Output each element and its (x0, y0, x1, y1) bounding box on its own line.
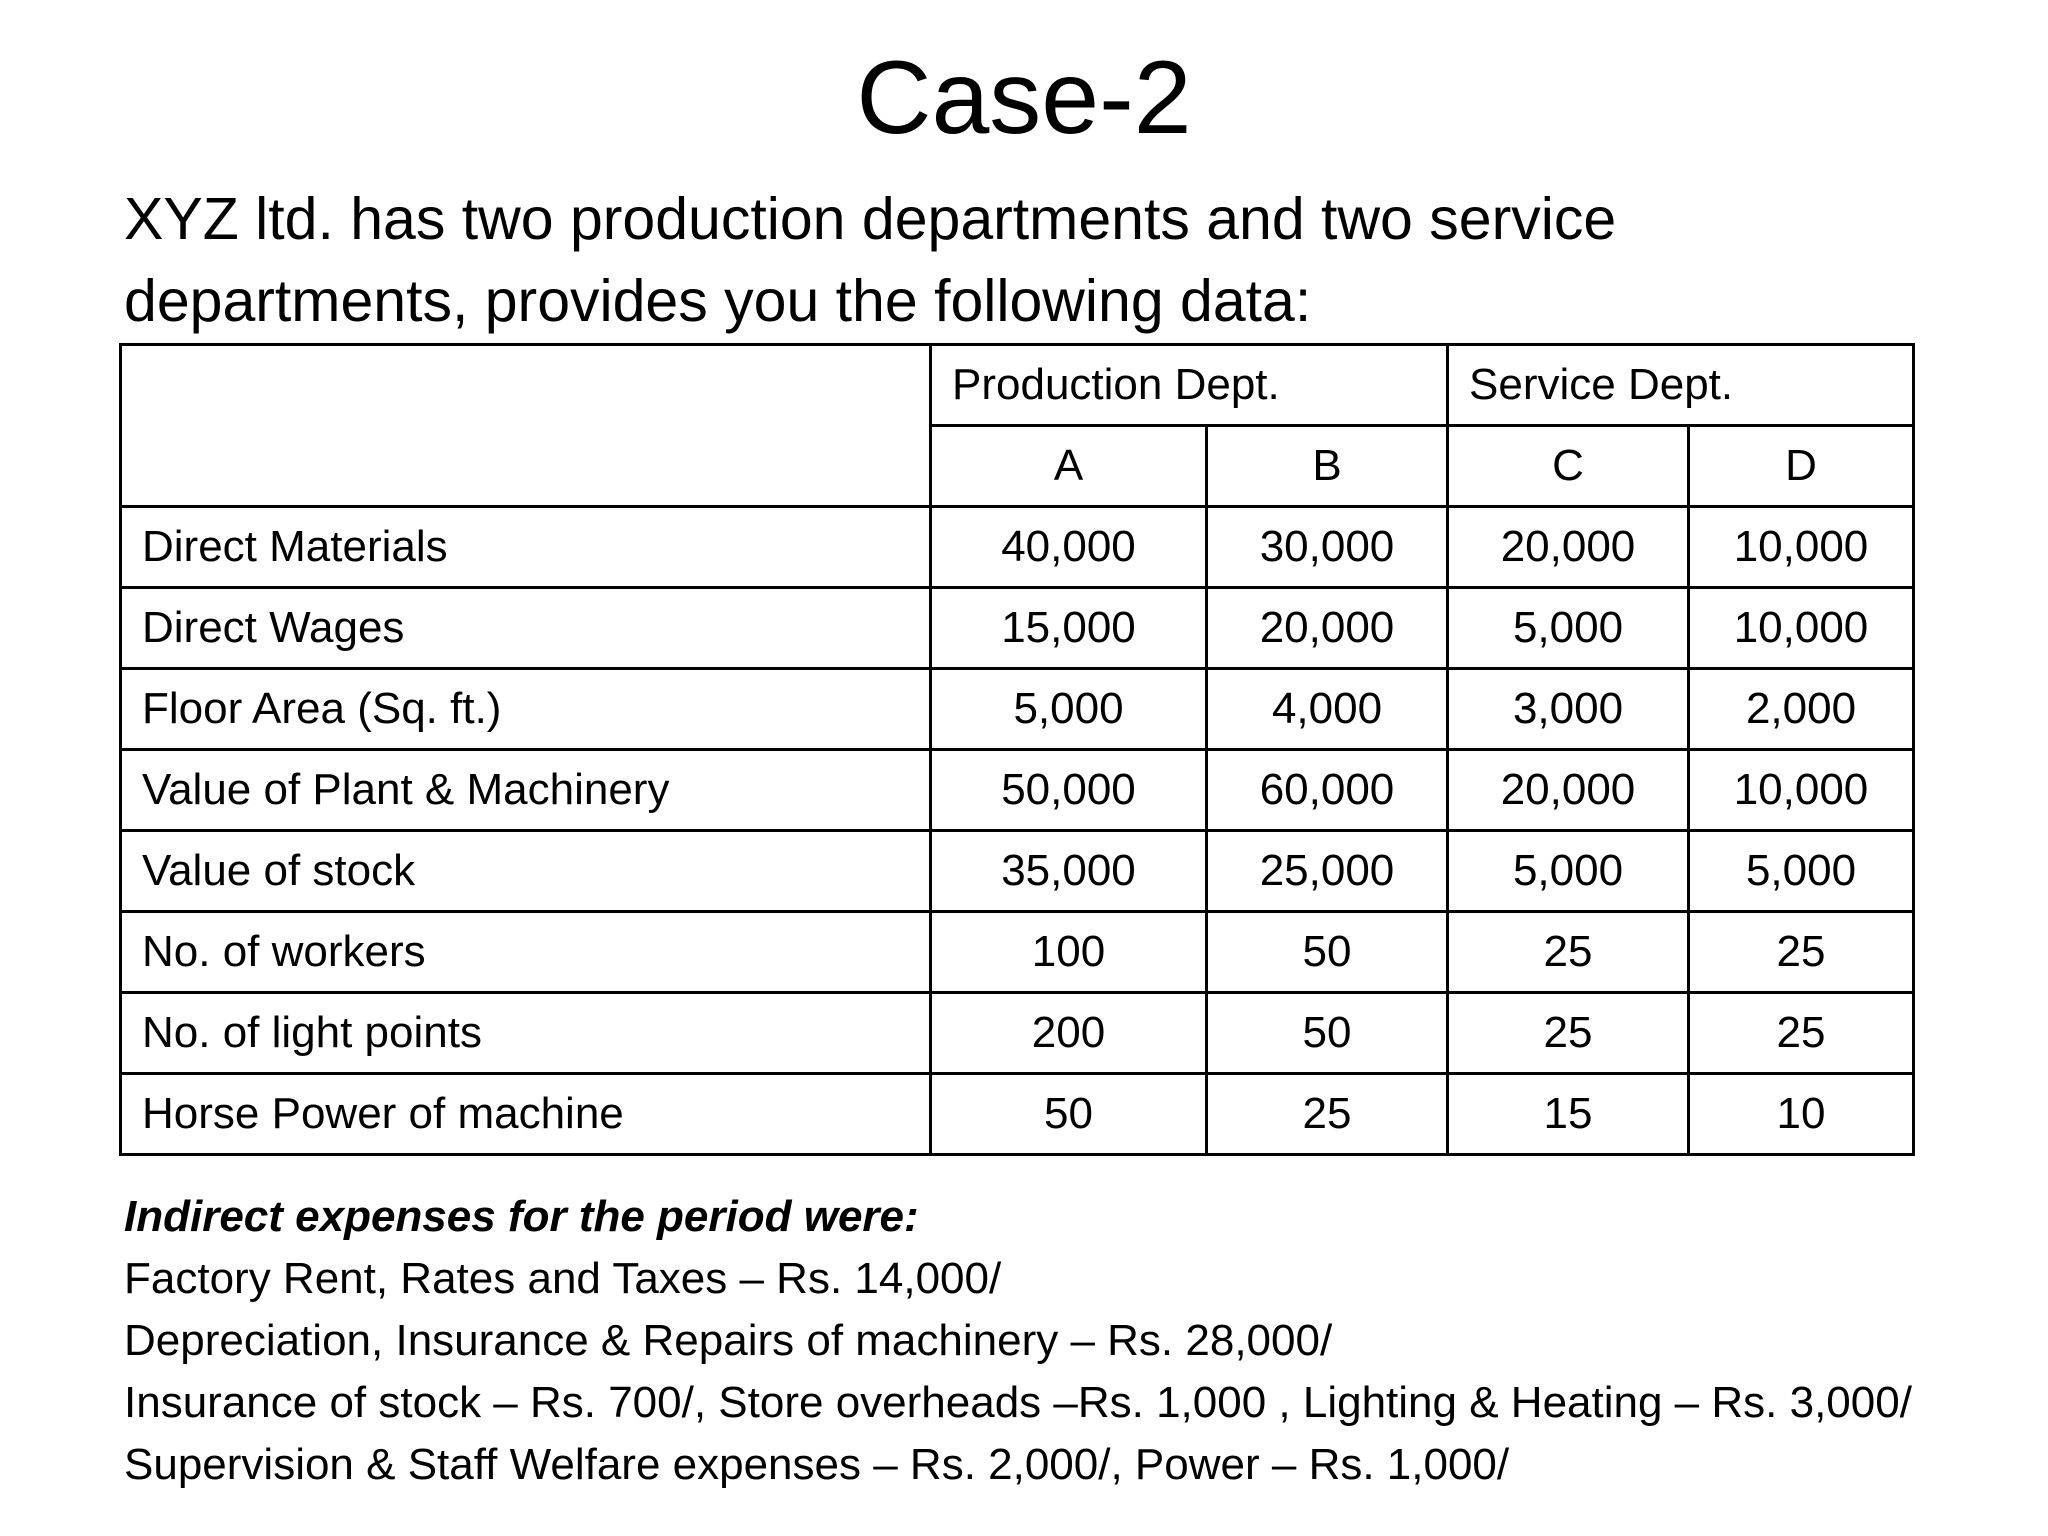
table-cell: 60,000 (1207, 750, 1448, 831)
table-cell: 35,000 (931, 831, 1207, 912)
table-cell: 25,000 (1207, 831, 1448, 912)
table-cell: 10,000 (1689, 750, 1914, 831)
row-label: Horse Power of machine (121, 1074, 931, 1155)
table-cell: 50 (1207, 993, 1448, 1074)
table-cell: 10,000 (1689, 588, 1914, 669)
table-cell: 3,000 (1448, 669, 1689, 750)
table-row (121, 507, 1914, 588)
row-label: No. of light points (121, 993, 931, 1074)
table-cell: 2,000 (1689, 669, 1914, 750)
table-cell: 25 (1448, 993, 1689, 1074)
row-label: Value of stock (121, 831, 931, 912)
table-cell: 50 (931, 1074, 1207, 1155)
indirect-expenses-heading: Indirect expenses for the period were: (124, 1192, 919, 1241)
department-data-table (119, 343, 1915, 1156)
table-cell: 20,000 (1448, 750, 1689, 831)
column-header-a: A (931, 426, 1207, 507)
table-corner-cell (121, 345, 931, 507)
table-group-header-row (121, 345, 1914, 426)
column-header-c: C (1448, 426, 1689, 507)
expense-line: Depreciation, Insurance & Repairs of machinery – Rs. 28,000/ (124, 1316, 1333, 1365)
table-cell: 25 (1689, 993, 1914, 1074)
column-header-b: B (1207, 426, 1448, 507)
table-cell: 20,000 (1448, 507, 1689, 588)
column-header-d: D (1689, 426, 1914, 507)
table-cell: 30,000 (1207, 507, 1448, 588)
table-cell: 5,000 (1448, 588, 1689, 669)
table-row (121, 669, 1914, 750)
production-dept-header: Production Dept. (931, 345, 1448, 426)
table-cell: 5,000 (1448, 831, 1689, 912)
table-cell: 50 (1207, 912, 1448, 993)
table-row (121, 831, 1914, 912)
intro-text: XYZ ltd. has two production departments and two service departments, provides you the following data: (124, 186, 1617, 334)
expense-line: Factory Rent, Rates and Taxes – Rs. 14,000/ (124, 1254, 1002, 1303)
table-cell: 200 (931, 993, 1207, 1074)
row-label: Direct Materials (121, 507, 931, 588)
table-cell: 4,000 (1207, 669, 1448, 750)
table-row (121, 993, 1914, 1074)
table-cell: 5,000 (931, 669, 1207, 750)
table-cell: 25 (1448, 912, 1689, 993)
indirect-expenses-section (124, 1186, 2024, 1496)
table-cell: 20,000 (1207, 588, 1448, 669)
row-label: Floor Area (Sq. ft.) (121, 669, 931, 750)
table-cell: 5,000 (1689, 831, 1914, 912)
table-cell: 25 (1207, 1074, 1448, 1155)
table-row (121, 588, 1914, 669)
table-cell: 10 (1689, 1074, 1914, 1155)
table-cell: 25 (1689, 912, 1914, 993)
expense-line: Insurance of stock – Rs. 700/, Store overheads –Rs. 1,000 , Lighting & Heating – Rs. 3,000/ (124, 1378, 1912, 1427)
table-cell: 15,000 (931, 588, 1207, 669)
row-label: Value of Plant & Machinery (121, 750, 931, 831)
slide-title: Case-2 (856, 40, 1192, 156)
table-cell: 15 (1448, 1074, 1689, 1155)
service-dept-header: Service Dept. (1448, 345, 1914, 426)
expense-line: Supervision & Staff Welfare expenses – Rs. 2,000/, Power – Rs. 1,000/ (124, 1440, 1510, 1489)
table-cell: 40,000 (931, 507, 1207, 588)
row-label: No. of workers (121, 912, 931, 993)
table-row (121, 1074, 1914, 1155)
row-label: Direct Wages (121, 588, 931, 669)
table-row (121, 750, 1914, 831)
table-row (121, 912, 1914, 993)
table-cell: 50,000 (931, 750, 1207, 831)
table-cell: 10,000 (1689, 507, 1914, 588)
table-cell: 100 (931, 912, 1207, 993)
